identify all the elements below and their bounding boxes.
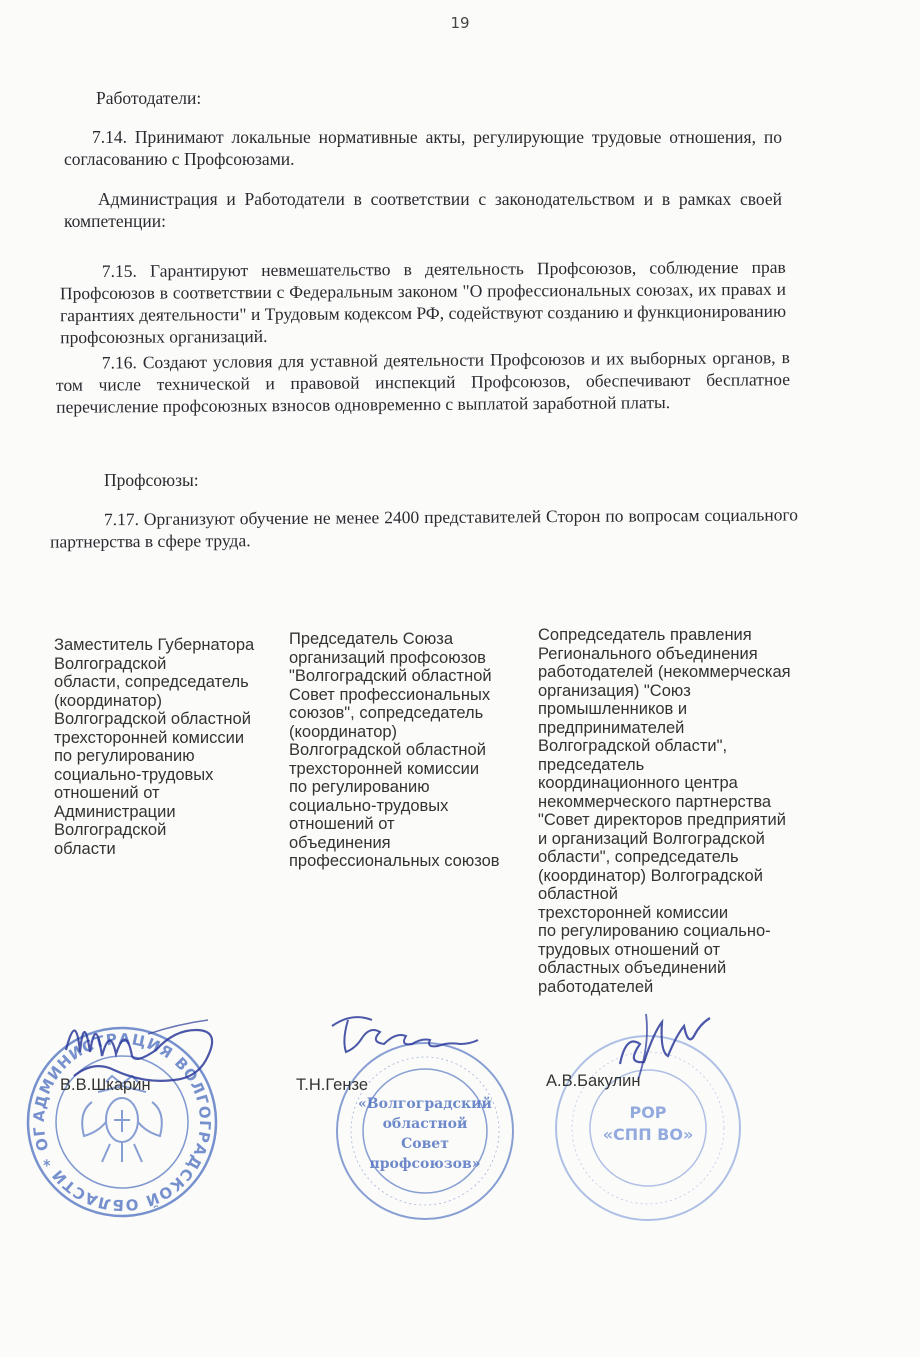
union-council-seal-icon	[330, 1036, 520, 1226]
paragraph-7-15: 7.15. Гарантируют невмешательство в деятельность Профсоюзов, соблюдение прав Профсоюзов в соответствии с Федеральным законом "О профессиональных союзах, их правах и гарантиях деятельности" и Трудовым кодексом РФ, содействуют созданию и функционированию профсоюзных организаций.	[59, 256, 787, 348]
union-seal-line-3: Совет	[401, 1136, 449, 1152]
signature-genze-icon	[318, 1004, 488, 1064]
paragraph-7-17: 7.17. Организуют обучение не менее 2400 представителей Сторон по вопросам социального партнерства в сфере труда.	[50, 504, 798, 552]
signatory-title-2: Председатель Союза организаций профсоюзов "Волгоградский областной Совет профессиональных союзов", сопредседатель (координатор) Волгоградской областной трехсторонней комиссии по регулированию социально-трудовых отношений от объединения профессиональных союзов	[289, 630, 500, 870]
union-seal-line-1: «Волгоградский	[358, 1096, 492, 1112]
employers-seal-line-2: «СПП ВО»	[602, 1125, 694, 1144]
unions-heading: Профсоюзы:	[104, 470, 199, 490]
admin-seal-ring-text: АДМИНИСТРАЦИЯ ВОЛГОГРАДСКОЙ ОБЛАСТИ * ОГРН 1023403444547 *	[15, 1008, 215, 1215]
admin-employers-heading: Администрация и Работодатели в соответствии с законодательством и в рамках своей компетенции:	[64, 189, 782, 231]
employers-heading: Работодатели:	[96, 88, 202, 108]
signatory-name-1: В.В.Шкарин	[60, 1076, 151, 1094]
paragraph-7-16: 7.16. Создают условия для уставной деятельности Профсоюзов и их выборных органов, в том числе технической и правовой инспекций Профсоюзов, обеспечивают бесплатное перечисление профсоюзных взносов одновременно с выплатой заработной платы.	[55, 347, 791, 417]
union-seal-line-2: областной	[382, 1116, 468, 1132]
signatory-name-2: Т.Н.Гензе	[296, 1076, 369, 1094]
page-number: 19	[450, 14, 470, 32]
employers-seal-line-1: РОР	[629, 1103, 667, 1122]
union-seal-line-4: профсоюзов»	[369, 1156, 481, 1172]
signatory-name-3: А.В.Бакулин	[546, 1072, 641, 1090]
paragraph-7-14: 7.14. Принимают локальные нормативные акты, регулирующие трудовые отношения, по согласованию с Профсоюзами.	[64, 127, 782, 169]
signatory-title-1: Заместитель Губернатора Волгоградской области, сопредседатель (координатор) Волгоградской областной трехсторонней комиссии по регулированию социально-трудовых отношений от Администрации Волгоградской области	[54, 636, 255, 858]
signatory-title-3: Сопредседатель правления Регионального объединения работодателей (некоммерческая организация) "Союз промышленников и предпринимателей Волгоградской области", председатель координационного центра некоммерческого партнерства "Совет директоров предприятий и организаций Волгоградской области", сопредседатель (координатор) Волгоградской областной трехсторонней комиссии по регулированию социально- трудовых отношений от областных объединений работодателей	[538, 626, 791, 996]
